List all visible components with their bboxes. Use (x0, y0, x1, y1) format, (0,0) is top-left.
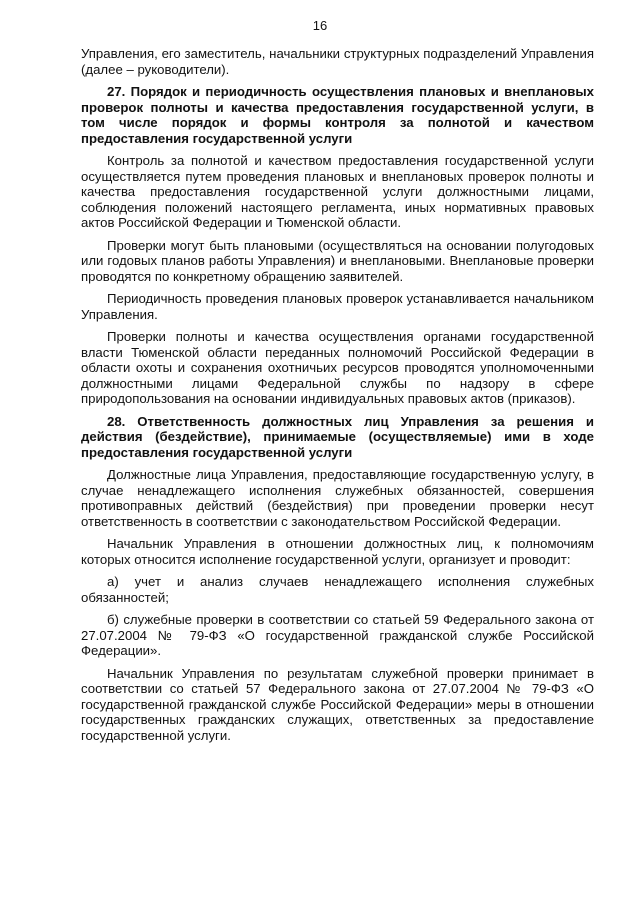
list-item-b: б) служебные проверки в соответствии со статьей 59 Федерального закона от 27.07.2004 № 79-ФЗ «О государственной гражданской службе Российской Федерации». (81, 612, 594, 658)
page-number: 16 (312, 18, 328, 33)
body-paragraph: Начальник Управления по результатам служебной проверки принимает в соответствии со статьей 57 Федерального закона от 27.07.2004 № 79-ФЗ «О государственной гражданской службе Российской Федерации» меры в отношении государственных гражданских служащих, ответственных за предоставление государственной услуги. (81, 665, 594, 743)
body-paragraph: Должностные лица Управления, предоставляющие государственную услугу, в случае ненадлежащего исполнения служебных обязанностей, совершения противоправных действий (бездействия) при проведении проверки несут ответственность в соответствии с законодательством Российской Федерации. (81, 467, 594, 529)
body-paragraph: Контроль за полнотой и качеством предоставления государственной услуги осуществляется путем проведения плановых и внеплановых проверок полноты и качества предоставления государственной услуги должностными лицами, соблюдения положений настоящего регламента, иных нормативных правовых актов Российской Федерации и Тюменской области. (81, 153, 594, 230)
body-paragraph: Проверки могут быть плановыми (осуществляться на основании полугодовых или годовых планов работы Управления) и внеплановыми. Внеплановые проверки проводятся по конкретному обращению заявителей. (81, 237, 594, 284)
list-item-a: а) учет и анализ случаев ненадлежащего исполнения служебных обязанностей; (81, 574, 594, 605)
body-paragraph: Начальник Управления в отношении должностных лиц, к полномочиям которых относится исполнение государственной услуги, организует и проводит: (81, 536, 594, 567)
continued-paragraph: Управления, его заместитель, начальники структурных подразделений Управления (далее – руководители). (81, 46, 594, 77)
body-paragraph: Периодичность проведения плановых проверок устанавливается начальником Управления. (81, 291, 594, 322)
document-body (81, 46, 594, 750)
body-paragraph: Проверки полноты и качества осуществления органами государственной власти Тюменской области переданных полномочий Российской Федерации в области охоты и сохранения охотничьих ресурсов проводятся уполномоченными должностными лицами Федеральной службы по надзору в сфере природопользования на основании индивидуальных правовых актов (приказов). (81, 329, 594, 406)
section-heading-27: 27. Порядок и периодичность осуществления плановых и внеплановых проверок полноты и качества предоставления государственной услуги, в том числе порядок и формы контроля за полнотой и качеством предоставления государственной услуги (81, 84, 594, 146)
section-heading-28: 28. Ответственность должностных лиц Управления за решения и действия (бездействие), принимаемые (осуществляемые) ими в ходе предоставления государственной услуги (81, 413, 594, 460)
